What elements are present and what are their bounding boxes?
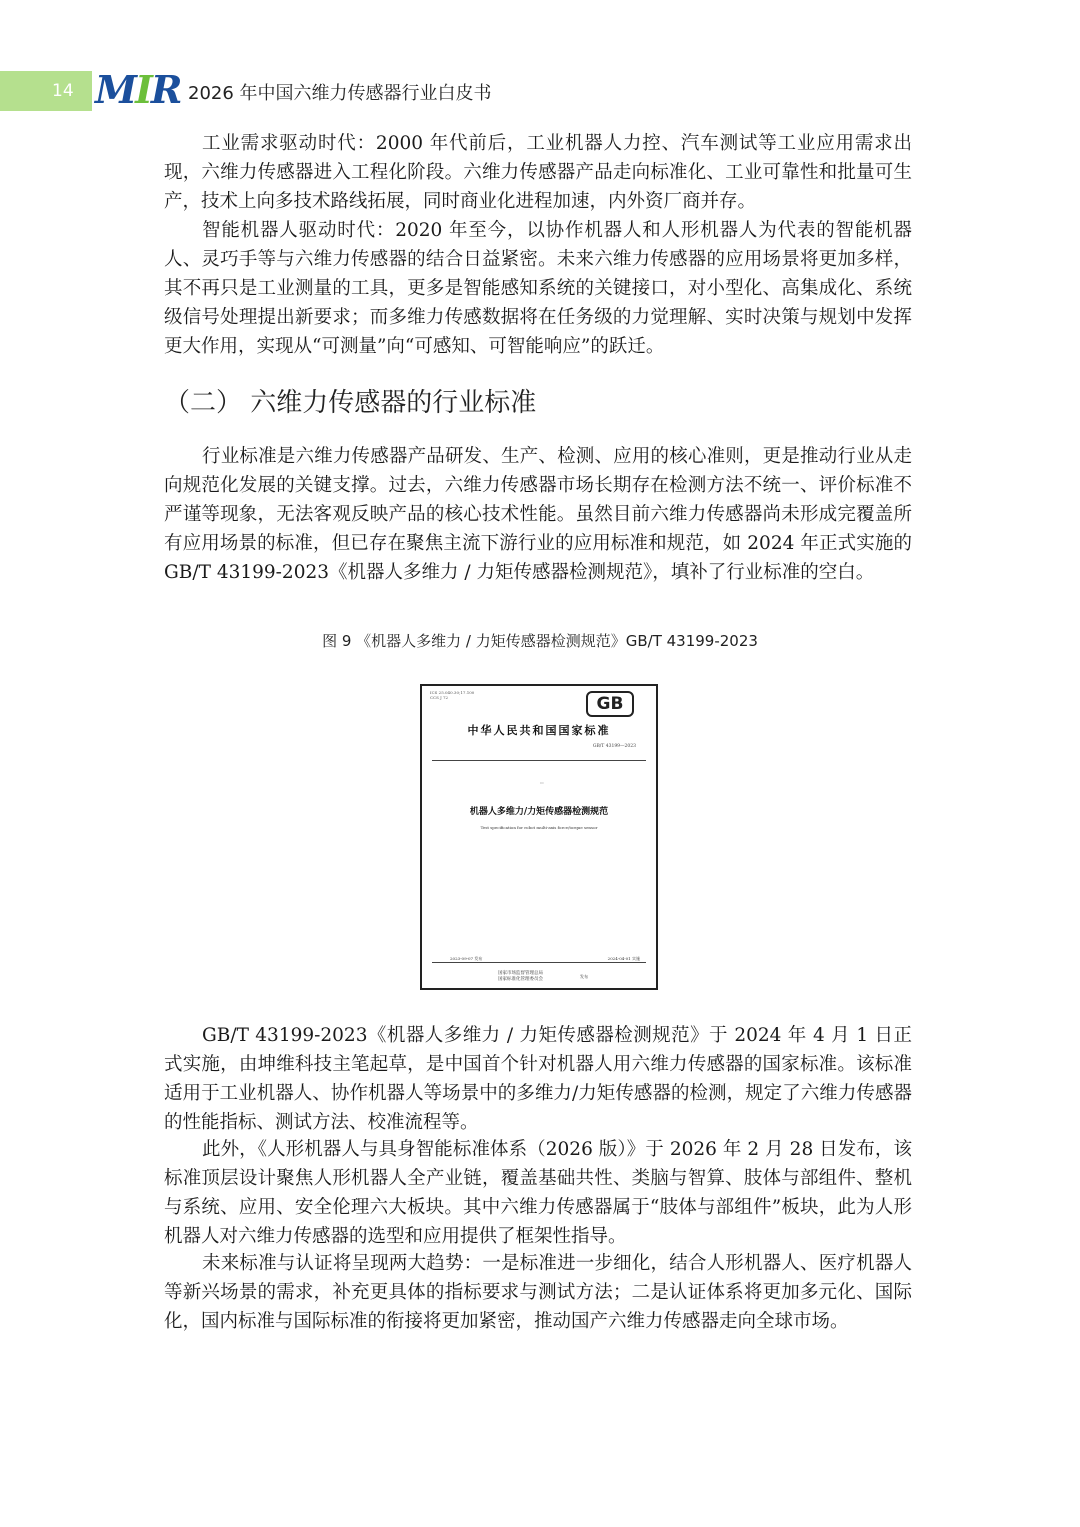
paragraph-text: 此外，《人形机器人与具身智能标准体系（2026 版）》于 2026 年 2 月 28 日发布，该标准顶层设计聚焦人形机器人全产业链，覆盖基础共性、类脑与智算、肢体与部组件、整机与系统、应用、安全伦理六大板块。其中六维力传感器属于“肢体与部组件”板块，此为人形机器人对六维力传感器的选型和应用提供了框架性指导。 bbox=[164, 1139, 912, 1247]
page-header bbox=[0, 67, 1080, 112]
paragraph-text: 未来标准与认证将呈现两大趋势：一是标准进一步细化，结合人形机器人、医疗机器人等新兴场景的需求，补充更具体的指标要求与测试方法；二是认证体系将更加多元化、国际化，国内标准与国际标准的衔接将更加紧密，推动国产六维力传感器走向全球市场。 bbox=[164, 1253, 912, 1332]
paragraph-text: 行业标准是六维力传感器产品研发、生产、检测、应用的核心准则，更是推动行业从走向规范化发展的关键支撑。过去，六维力传感器市场长期存在检测方法不统一、评价标准不严谨等现象，无法客观反映产品的核心技术性能。虽然目前六维力传感器尚未形成完覆盖所有应用场景的标准，但已存在聚焦主流下游行业的应用标准和规范，如 2024 年正式实施的 GB/T 43199-2023《机器人多维力 / 力矩传感器检测规范》，填补了行业标准的空白。 bbox=[164, 446, 912, 583]
document-title: 2026 年中国六维力传感器行业白皮书 bbox=[188, 83, 492, 104]
figure-caption: 图 9 《机器人多维力 / 力矩传感器检测规范》GB/T 43199-2023 bbox=[322, 632, 758, 650]
cover-implemented: 2024-04-01 实施 bbox=[607, 956, 640, 961]
paragraph-text: 工业需求驱动时代：2000 年代前后，工业机器人力控、汽车测试等工业应用需求出现，六维力传感器进入工程化阶段。六维力传感器产品走向标准化、工业可靠性和批量可生产，技术上向多技术路线拓展，同时商业化进程加速，内外资厂商并存。 bbox=[164, 133, 912, 212]
paragraph-industrial-era bbox=[164, 129, 912, 216]
section-heading: （二） 六维力传感器的行业标准 bbox=[164, 388, 537, 418]
cover-issue-word: 发布 bbox=[580, 974, 588, 979]
cover-divider-bottom bbox=[432, 962, 646, 963]
cover-issuer: 国家市场监督管理总局 国家标准化管理委员会 bbox=[498, 971, 543, 982]
page-number: 14 bbox=[52, 81, 74, 101]
cover-title-en: Test specification for robot multi-axis force/torque sensor bbox=[480, 825, 598, 830]
cover-ics: ICS 25.040.30;17.100 CCS J 72 bbox=[430, 690, 475, 700]
paragraph-text: 智能机器人驱动时代：2020 年至今，以协作机器人和人形机器人为代表的智能机器人、灵巧手等与六维力传感器的结合日益紧密。未来六维力传感器的应用场景将更加多样，其不再只是工业测量的工具，更多是智能感知系统的关键接口，对小型化、高集成化、系统级信号处理提出新要求；而多维力传感数据将在任务级的力觉理解、实时决策与规划中发挥更大作用，实现从“可测量”向“可感知、可智能响应”的跃迁。 bbox=[164, 220, 912, 357]
paragraph-gbt-standard bbox=[164, 1021, 912, 1137]
paragraph-text: GB/T 43199-2023《机器人多维力 / 力矩传感器检测规范》于 2024 年 4 月 1 日正式实施，由坤维科技主笔起草，是中国首个针对机器人用六维力传感器的国家标准。该标准适用于工业机器人、协作机器人等场景中的多维力/力矩传感器的检测，规定了六维力传感器的性能指标、测试方法、校准流程等。 bbox=[164, 1025, 912, 1133]
paragraph-intelligent-era bbox=[164, 216, 912, 361]
cover-national-standard: 中华人民共和国国家标准 bbox=[467, 724, 611, 737]
mir-logo: MIR bbox=[95, 67, 181, 112]
paragraph-future-trends bbox=[164, 1249, 912, 1336]
cover-mark: ▭ bbox=[540, 780, 544, 785]
paragraph-standards-intro bbox=[164, 442, 912, 587]
cover-code: GB/T 43199—2023 bbox=[592, 744, 636, 749]
standard-cover-image bbox=[420, 684, 658, 990]
cover-published: 2023-09-07 发布 bbox=[450, 956, 483, 961]
gb-logo: GB bbox=[586, 691, 634, 717]
cover-divider bbox=[432, 760, 646, 761]
page-number-tab bbox=[0, 71, 92, 111]
cover-title-zh: 机器人多维力/力矩传感器检测规范 bbox=[469, 807, 609, 817]
paragraph-humanoid-standard bbox=[164, 1135, 912, 1251]
